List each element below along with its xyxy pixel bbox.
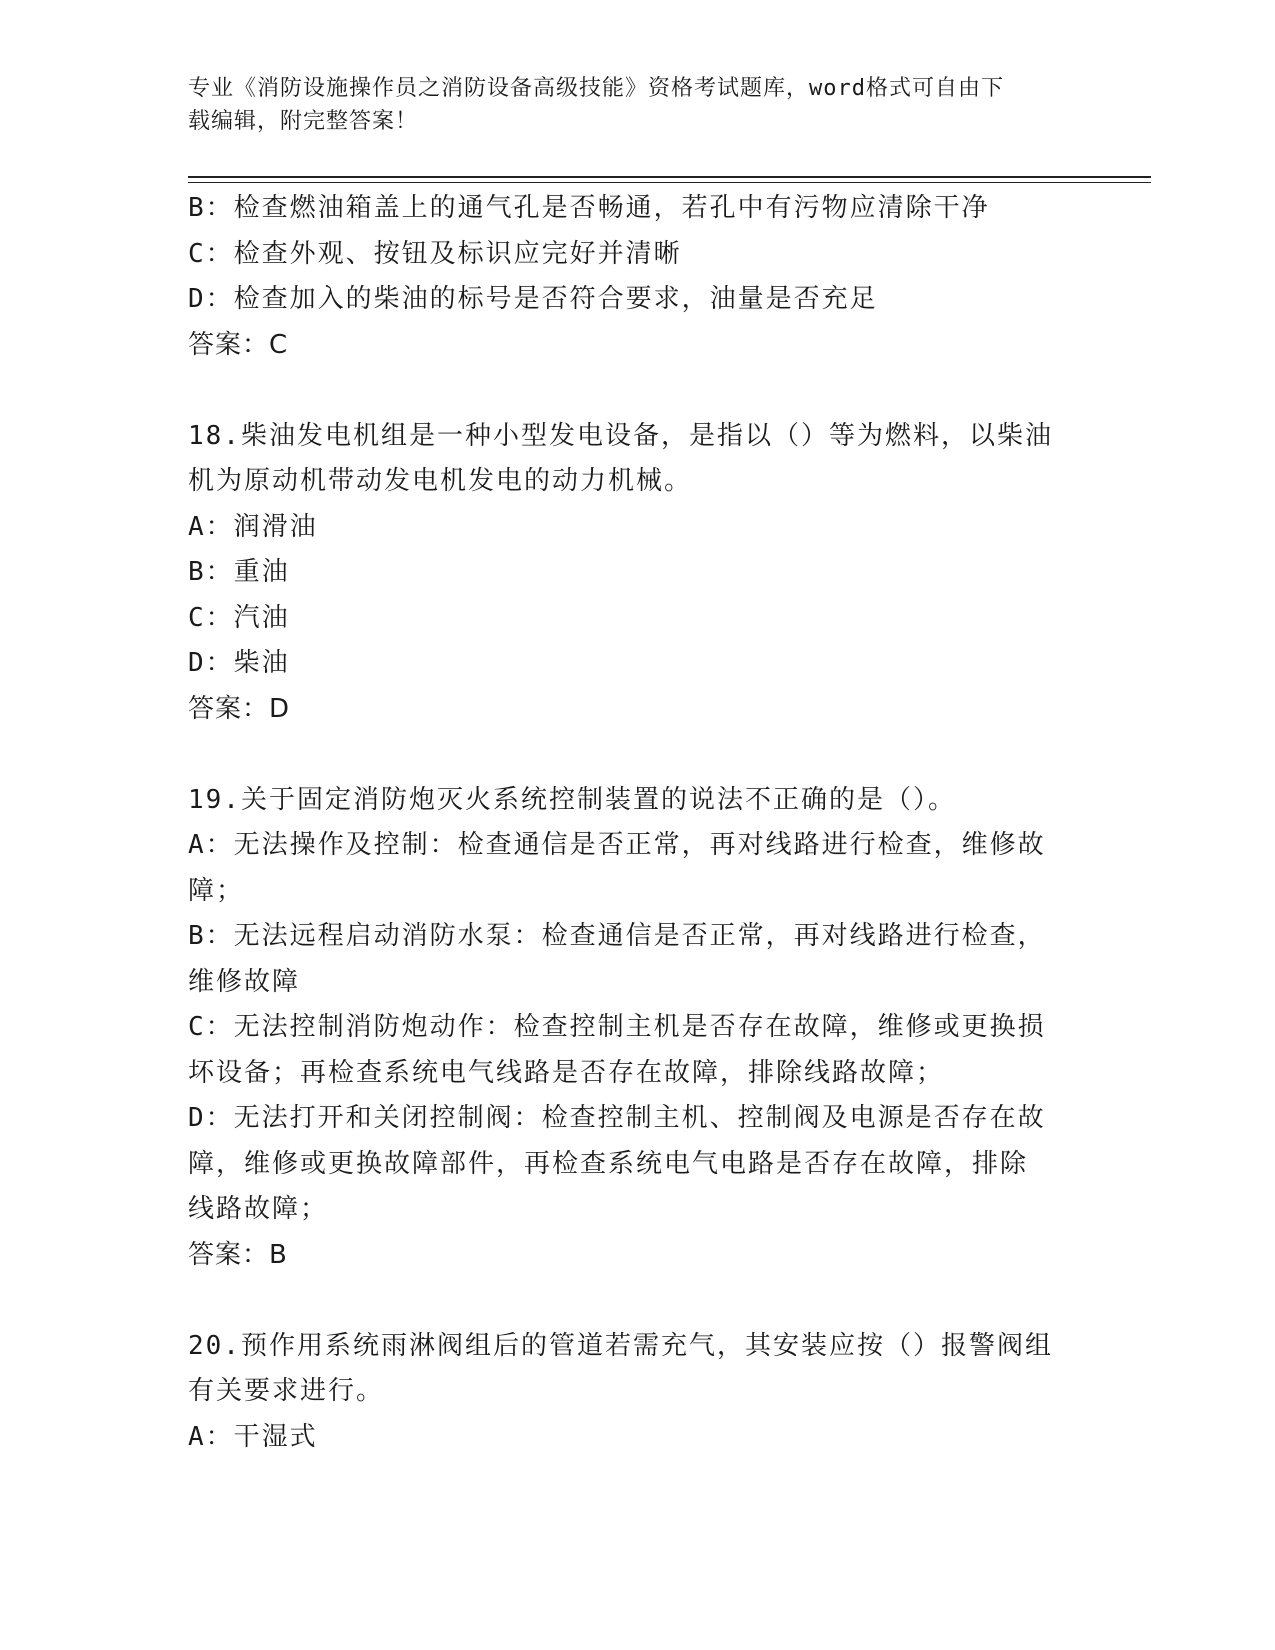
spacer [188, 732, 1068, 778]
q18-option-a: A：润滑油 [188, 511, 318, 542]
q18-option-c: C：汽油 [188, 602, 290, 633]
q19-option-d-line-1: D：无法打开和关闭控制阀：检查控制主机、控制阀及电源是否存在故 [188, 1103, 1046, 1133]
q18-answer: 答案：D [188, 693, 291, 724]
q19-option-d-line-2: 障，维修或更换故障部件，再检查系统电气电路是否存在故障，排除 [188, 1148, 1029, 1179]
q19-option-c-line-2: 坏设备；再检查系统电气线路是否存在故障，排除线路故障； [188, 1057, 945, 1088]
spacer [188, 368, 1068, 414]
q19-answer: 答案：B [188, 1239, 288, 1270]
header-line-1: 专业《消防设施操作员之消防设备高级技能》资格考试题库，word格式可自由下 [188, 76, 1004, 101]
q18-stem-line-2: 机为原动机带动发电机发电的动力机械。 [188, 466, 693, 496]
q19-stem-line-1: 19.关于固定消防炮灭火系统控制装置的说法不正确的是（）。 [188, 784, 956, 815]
q18-stem-line-1: 18.柴油发电机组是一种小型发电设备，是指以（）等为燃料，以柴油 [188, 420, 1053, 451]
document-header [188, 72, 1068, 138]
q19-option-b-line-1: B：无法远程启动消防水泵：检查通信是否正常，再对线路进行检查， [188, 921, 1046, 951]
q20-option-a: A：干湿式 [188, 1421, 318, 1452]
header-divider-thin [188, 182, 1151, 183]
q18-option-d: D：柴油 [188, 648, 290, 678]
q17-option-b: B：检查燃油箱盖上的通气孔是否畅通，若孔中有污物应清除干净 [188, 193, 990, 223]
q19-option-b-line-2: 维修故障 [188, 966, 301, 997]
q20-stem-line-1: 20.预作用系统雨淋阀组后的管道若需充气，其安装应按（）报警阀组 [188, 1330, 1053, 1361]
header-divider-thick [188, 176, 1151, 178]
q19-option-c-line-1: C：无法控制消防炮动作：检查控制主机是否存在故障，维修或更换损 [188, 1012, 1046, 1042]
q19-option-a-line-2: 障； [188, 875, 245, 906]
spacer [188, 1278, 1068, 1324]
q20-stem-line-2: 有关要求进行。 [188, 1376, 385, 1406]
q19-option-a-line-1: A：无法操作及控制：检查通信是否正常，再对线路进行检查，维修故 [188, 830, 1046, 860]
q19-option-d-line-3: 线路故障； [188, 1194, 329, 1224]
header-line-2: 载编辑，附完整答案！ [188, 109, 419, 134]
q18-option-b: B：重油 [188, 557, 290, 587]
q17-answer: 答案：C [188, 329, 289, 360]
question-content [188, 186, 1068, 1460]
q17-option-d: D：检查加入的柴油的标号是否符合要求，油量是否充足 [188, 284, 878, 314]
q17-option-c: C：检查外观、按钮及标识应完好并清晰 [188, 238, 682, 269]
